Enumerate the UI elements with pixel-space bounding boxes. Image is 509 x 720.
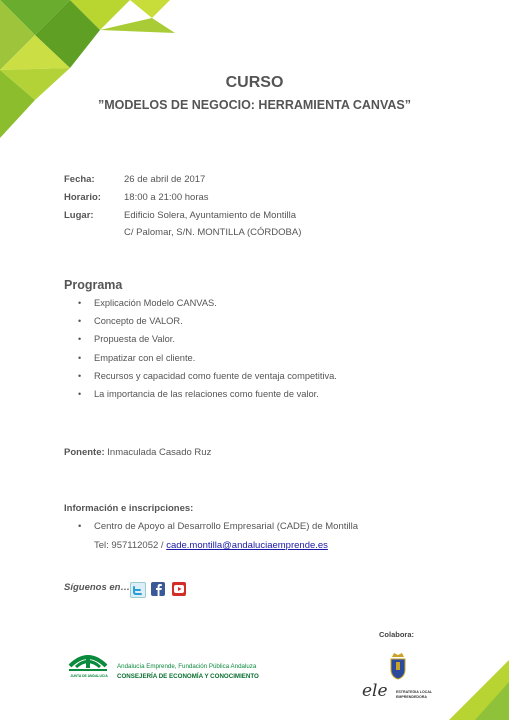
- fecha-label: Fecha:: [64, 174, 95, 185]
- informacion-heading: Información e inscripciones:: [64, 503, 194, 514]
- ponente-line: [64, 447, 211, 458]
- twitter-icon[interactable]: [130, 582, 146, 598]
- ele-caption-2: EMPRENDEDORA: [396, 695, 427, 699]
- lugar-line-1: Edificio Solera, Ayuntamiento de Montilla: [124, 210, 296, 221]
- list-item: • Recursos y capacidad como fuente de ventaja competitiva.: [78, 371, 337, 389]
- horario-label: Horario:: [64, 192, 101, 203]
- colabora-label: Colabora:: [379, 630, 415, 639]
- lugar-line-2: C/ Palomar, S/N. MONTILLA (CÓRDOBA): [124, 227, 302, 238]
- contact-line: [94, 540, 328, 551]
- email-link[interactable]: cade.montilla@andaluciaemprende.es: [166, 540, 328, 551]
- footer-decoration: [445, 660, 509, 720]
- social-label: Síguenos en…: [64, 582, 130, 593]
- list-item: • Propuesta de Valor.: [78, 334, 337, 352]
- header-decoration: [0, 0, 200, 145]
- informacion-item: Centro de Apoyo al Desarrollo Empresarial (CADE) de Montilla: [94, 521, 359, 532]
- ele-logo-text: ele: [362, 681, 388, 701]
- entity-line-2: CONSEJERÍA DE ECONOMÍA Y CONOCIMIENTO: [117, 673, 259, 680]
- fecha-value: 26 de abril de 2017: [124, 174, 206, 185]
- informacion-bullet: •: [78, 521, 82, 532]
- junta-label: JUNTA DE ANDALUCIA: [70, 674, 108, 678]
- ponente-label: Ponente:: [64, 447, 105, 458]
- entity-line-1: Andalucía Emprende, Fundación Pública Andaluza: [117, 663, 257, 670]
- coat-of-arms-icon: [388, 651, 408, 681]
- page-title: CURSO: [225, 74, 284, 91]
- list-item: • La importancia de las relaciones como fuente de valor.: [78, 389, 337, 407]
- lugar-label: Lugar:: [64, 210, 94, 221]
- list-item: • Explicación Modelo CANVAS.: [78, 298, 337, 316]
- list-item: • Empatizar con el cliente.: [78, 353, 337, 371]
- programa-heading: Programa: [64, 278, 123, 292]
- ponente-name: Inmaculada Casado Ruz: [107, 447, 212, 458]
- phone-text: Tel: 957112052 /: [94, 540, 167, 551]
- facebook-icon[interactable]: [151, 582, 165, 596]
- programa-list: [78, 298, 337, 407]
- horario-value: 18:00 a 21:00 horas: [124, 192, 209, 203]
- ele-caption-1: ESTRATEGIA LOCAL: [396, 690, 433, 694]
- youtube-icon[interactable]: [172, 582, 186, 596]
- list-item: • Concepto de VALOR.: [78, 316, 337, 334]
- page-subtitle: ”MODELOS DE NEGOCIO: HERRAMIENTA CANVAS”: [98, 98, 411, 112]
